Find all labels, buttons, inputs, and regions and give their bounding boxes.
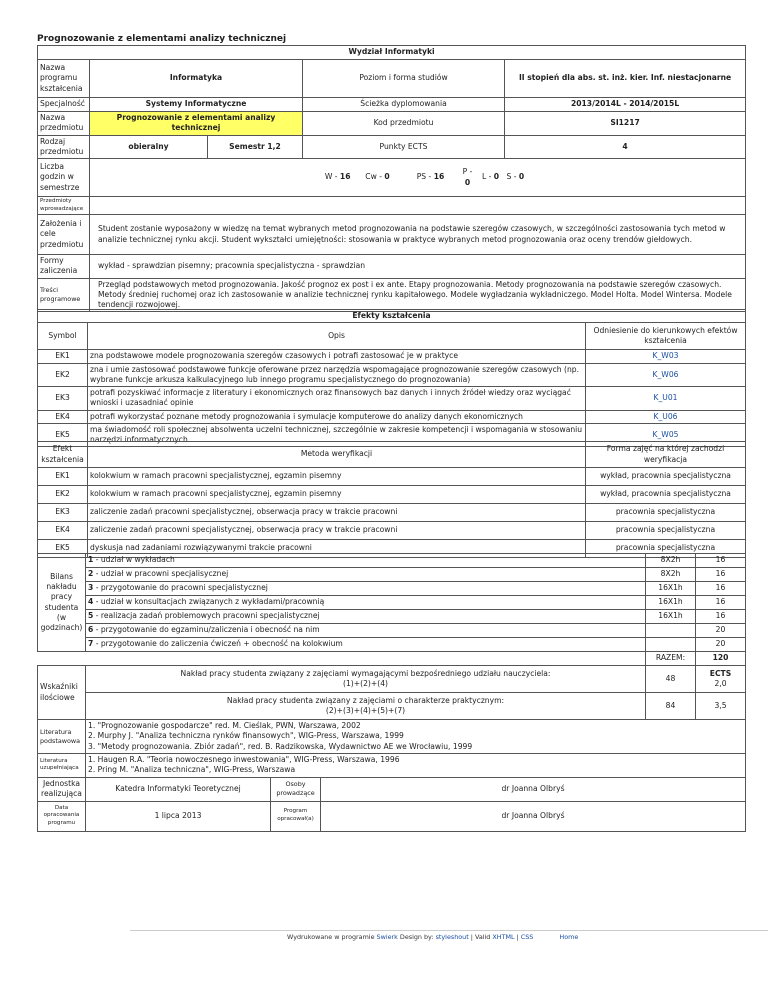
indicator-1-ects: ECTS 2,0 bbox=[696, 666, 746, 693]
ects-value: 4 bbox=[505, 135, 746, 159]
lit-extra-label: Literatura uzupełniająca bbox=[38, 754, 86, 778]
content-text: Przegląd podstawowych metod prognozowania. Jakość prognoz ex post i ex ante. Etapy prognozowania. Metody prognozowania na podstawie szeregów czasowych. Metody średniej ruchomej oraz ich zastosowanie w analizie technicznej rynku kapitałowego. Modele wygładzania wykładniczego. Model Holta. Model Wintersa. Modele tendencji rozwojowej. bbox=[90, 278, 746, 312]
program-value: Informatyka bbox=[90, 60, 303, 98]
indicator-2-ects: 3,5 bbox=[696, 693, 746, 720]
table-row: EK4 potrafi wykorzystać poznane metody prognozowania i symulacje komputerowe do analizy danych ekonomicznych K_U06 bbox=[38, 410, 746, 423]
lit-basic-list: 1. "Prognozowanie gospodarcze" red. M. Cieślak, PWN, Warszawa, 2002 2. Murphy J. "Analiza techniczna rynków finansowych", WIG-Press, Warszawa, 1999 3. "Metody prognozowania. Zbiór zadań", red. B. Radzikowska, Wydawnictwo AE we Wrocławiu, 1999 bbox=[86, 720, 746, 754]
effect-ref-link[interactable]: K_W03 bbox=[586, 350, 746, 363]
table-row: EK2 kolokwium w ramach pracowni specjalistycznej, egzamin pisemny wykład, pracownia specjalistyczna bbox=[38, 486, 746, 504]
subject-label: Nazwa przedmiotu bbox=[38, 112, 90, 136]
table-row: EK1 kolokwium w ramach pracowni specjalistycznej, egzamin pisemny wykład, pracownia specjalistyczna bbox=[38, 468, 746, 486]
workload-table bbox=[37, 553, 746, 666]
hours-p: P - 0 bbox=[459, 159, 477, 197]
path-value: 2013/2014L - 2014/2015L bbox=[505, 98, 746, 112]
forms-text: wykład - sprawdzian pisemny; pracownia specjalistyczna - sprawdzian bbox=[90, 255, 746, 279]
content-label: Treści programowe bbox=[38, 278, 90, 312]
col-ref: Odniesienie do kierunkowych efektów kształcenia bbox=[586, 323, 746, 350]
unit-label: Jednostka realizująca bbox=[38, 777, 86, 801]
footer-xhtml-link[interactable]: XHTML bbox=[492, 933, 515, 941]
program-label: Nazwa programu kształcenia bbox=[38, 60, 90, 98]
spec-label: Specjalność bbox=[38, 98, 90, 112]
type-label: Rodzaj przedmiotu bbox=[38, 135, 90, 159]
table-row: EK1 zna podstawowe modele prognozowania szeregów czasowych i potrafi zastosować je w praktyce K_W03 bbox=[38, 350, 746, 363]
hours-w: W - 16 bbox=[303, 159, 353, 197]
hours-s: S - 0 bbox=[505, 159, 746, 197]
goals-text: Student zostanie wyposażony w wiedzę na temat wybranych metod prognozowania na podstawie szeregów czasowych, w szczególności zastosowania tych metod w analizie technicznej rynku akcji. Student wykształci umiejętności: stosowania w praktyce wybranych metod prognozowania oraz oceny trendów giełdowych. bbox=[90, 215, 746, 255]
header-table bbox=[37, 45, 746, 312]
table-row: Bilans nakładu pracy studenta (w godzinach) 1 - udział w wykładach 8X2h 16 bbox=[38, 554, 746, 568]
hours-label: Liczba godzin w semestrze bbox=[38, 159, 90, 197]
hours-ps: PS - 16 bbox=[403, 159, 459, 197]
col-method: Metoda weryfikacji bbox=[88, 442, 586, 468]
table-row: EK5 ma świadomość roli społecznej absolwenta uczelni technicznej, szczególnie w zakresie kompetencji i wspomagania w stosowaniu narzędzi informatycznych K_W05 bbox=[38, 423, 746, 447]
footer: Wydrukowane w programie Swierk Design by: styleshout | Valid XHTML | CSS Home bbox=[287, 933, 579, 941]
table-row: 5 - realizacja zadań problemowych pracowni specjalistycznej 16X1h 16 bbox=[38, 610, 746, 624]
effect-ref-link[interactable]: K_W05 bbox=[586, 423, 746, 447]
forms-label: Formy zaliczenia bbox=[38, 255, 90, 279]
hours-cw: Cw - 0 bbox=[353, 159, 403, 197]
table-row: EK4 zaliczenie zadań pracowni specjalistycznej, obserwacja pracy w trakcie pracowni pracownia specjalistyczna bbox=[38, 522, 746, 540]
col-effect: Efekt kształcenia bbox=[38, 442, 88, 468]
literature-table bbox=[37, 719, 746, 832]
footer-designer-link[interactable]: styleshout bbox=[435, 933, 469, 941]
indicator-2: Nakład pracy studenta związany z zajęciami o charakterze praktycznym: (2)+(3)+(4)+(5)+(7) bbox=[86, 693, 646, 720]
date-value: 1 lipca 2013 bbox=[86, 801, 271, 831]
level-value: II stopień dla abs. st. inż. kier. Inf. niestacjonarne bbox=[505, 60, 746, 98]
goals-label: Założenia i cele przedmiotu bbox=[38, 215, 90, 255]
path-label: Ścieżka dyplomowania bbox=[303, 98, 505, 112]
col-form: Forma zajęć na której zachodzi weryfikacja bbox=[586, 442, 746, 468]
prereq-label: Przedmioty wprowadzające bbox=[38, 197, 90, 215]
lit-basic-label: Literatura podstawowa bbox=[38, 720, 86, 754]
ects-label: Punkty ECTS bbox=[303, 135, 505, 159]
level-label: Poziom i forma studiów bbox=[303, 60, 505, 98]
code-label: Kod przedmiotu bbox=[303, 112, 505, 136]
unit-value: Katedra Informatyki Teoretycznej bbox=[86, 777, 271, 801]
indicator-1: Nakład pracy studenta związany z zajęciami wymagającymi bezpośredniego udziału nauczyciela: (1)+(2)+(4) bbox=[86, 666, 646, 693]
total-value: 120 bbox=[696, 652, 746, 666]
date-label: Data opracowania programu bbox=[38, 801, 86, 831]
table-row: 3 - przygotowanie do pracowni specjalistycznej 16X1h 16 bbox=[38, 582, 746, 596]
verification-table bbox=[37, 441, 746, 558]
footer-divider bbox=[130, 930, 768, 931]
table-row: 4 - udział w konsultacjach związanych z wykładami/pracownią 16X1h 16 bbox=[38, 596, 746, 610]
table-row: 7 - przygotowanie do zaliczenia ćwiczeń + obecność na kolokwium 20 bbox=[38, 638, 746, 652]
table-row: EK3 potrafi pozyskiwać informacje z literatury i ekonomicznych oraz finansowych baz danych i innych źródeł wiedzy oraz wyciągać wnioski i uzasadniać opinie K_U01 bbox=[38, 387, 746, 411]
hours-l: L - 0 bbox=[477, 159, 505, 197]
table-row: 6 - przygotowanie do egzaminu/zaliczenia i obecność na nim 20 bbox=[38, 624, 746, 638]
type-value: obieralny bbox=[90, 135, 208, 159]
author-value: dr Joanna Olbryś bbox=[321, 801, 746, 831]
workload-label: Bilans nakładu pracy studenta (w godzinach) bbox=[38, 554, 86, 652]
footer-home-link[interactable]: Home bbox=[559, 933, 579, 941]
effects-header: Efekty kształcenia bbox=[38, 310, 746, 323]
persons-value: dr Joanna Olbryś bbox=[321, 777, 746, 801]
col-symbol: Symbol bbox=[38, 323, 88, 350]
indicators-table bbox=[37, 665, 746, 720]
footer-css-link[interactable]: CSS bbox=[520, 933, 534, 941]
effect-ref-link[interactable]: K_U01 bbox=[586, 387, 746, 411]
lit-extra-list: 1. Haugen R.A. "Teoria nowoczesnego inwestowania", WIG-Press, Warszawa, 1996 2. Pring M. "Analiza techniczna", WIG-Press, Warszawa bbox=[86, 754, 746, 778]
indicator-2-hours: 84 bbox=[646, 693, 696, 720]
effect-ref-link[interactable]: K_U06 bbox=[586, 410, 746, 423]
indicator-1-hours: 48 bbox=[646, 666, 696, 693]
table-row: EK2 zna i umie zastosować podstawowe funkcje oferowane przez narzędzia wspomagające prognozowanie szeregów czasowych (np. wybrane funkcje arkusza kalkulacyjnego lub innego programu specjalistycznego do prognozowania) K_W06 bbox=[38, 363, 746, 387]
code-value: SI1217 bbox=[505, 112, 746, 136]
table-row: 2 - udział w pracowni specjalisycznej 8X2h 16 bbox=[38, 568, 746, 582]
effect-ref-link[interactable]: K_W06 bbox=[586, 363, 746, 387]
semester-value: Semestr 1,2 bbox=[208, 135, 303, 159]
col-desc: Opis bbox=[88, 323, 586, 350]
prereq-value bbox=[90, 197, 746, 215]
subject-value: Prognozowanie z elementami analizy technicznej bbox=[90, 112, 303, 136]
persons-label: Osoby prowadzące bbox=[271, 777, 321, 801]
faculty-header: Wydział Informatyki bbox=[38, 46, 746, 60]
footer-app-link[interactable]: Swierk bbox=[376, 933, 398, 941]
table-row: EK5 dyskusja nad zadaniami rozwiązywanymi trakcie pracowni pracownia specjalistyczna bbox=[38, 540, 746, 558]
effects-table bbox=[37, 309, 746, 447]
indicators-label: Wskaźniki ilościowe bbox=[38, 666, 86, 720]
page-title: Prognozowanie z elementami analizy technicznej bbox=[37, 34, 287, 44]
spec-value: Systemy Informatyczne bbox=[90, 98, 303, 112]
table-row: EK3 zaliczenie zadań pracowni specjalistycznej, obserwacja pracy w trakcie pracowni pracownia specjalistyczna bbox=[38, 504, 746, 522]
total-label: RAZEM: bbox=[646, 652, 696, 666]
author-label: Program opracował(a) bbox=[271, 801, 321, 831]
